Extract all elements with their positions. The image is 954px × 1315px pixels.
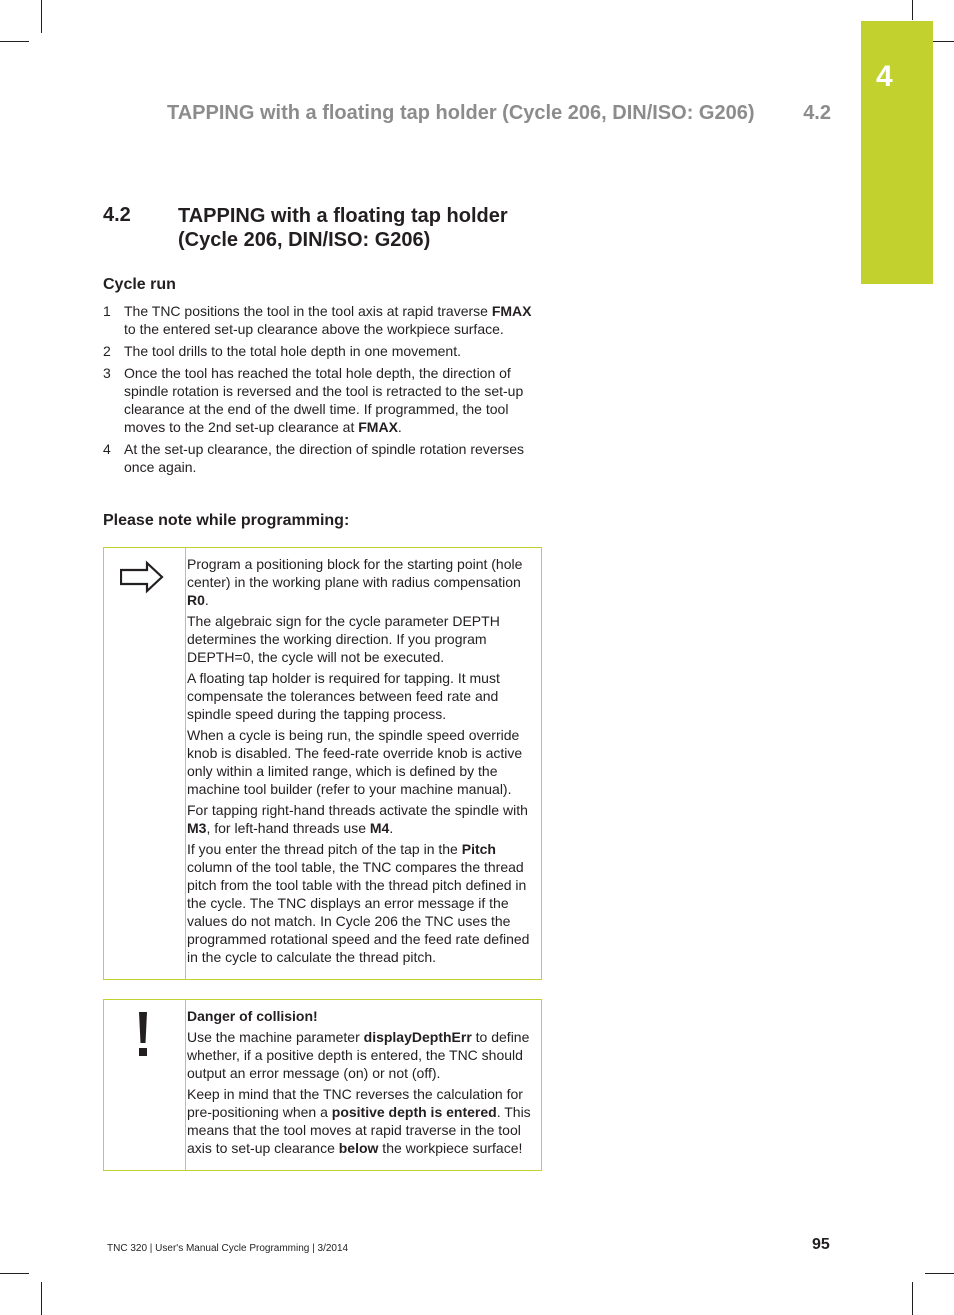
note-paragraph: Keep in mind that the TNC reverses the calculation for pre-positioning when a positive depth is entered. This means that the tool moves at rapid traverse in the tool axis to set-up clearance below the workpiece surface! [187, 1086, 531, 1156]
info-note-content [187, 548, 541, 979]
list-item [103, 440, 543, 476]
step-text: Once the tool has reached the total hole depth, the direction of spindle rotation is reversed and the tool is retracted to the set-up clearance at the end of the dwell time. If programmed, the tool moves to the 2nd set-up clearance at FMAX. [124, 365, 524, 435]
warning-title: Danger of collision! [187, 1008, 318, 1024]
footer-text: TNC 320 | User's Manual Cycle Programming | 3/2014 [107, 1243, 349, 1254]
chapter-tab [861, 21, 933, 284]
crop-mark [925, 1273, 954, 1274]
cycle-run-heading: Cycle run [103, 276, 176, 293]
page-number: 95 [812, 1236, 830, 1253]
section-number: 4.2 [103, 204, 131, 226]
note-paragraph: Program a positioning block for the starting point (hole center) in the working plane with radius compensation R0. [187, 556, 523, 608]
exclamation-icon [136, 1012, 150, 1058]
note-paragraph: A floating tap holder is required for tapping. It must compensate the tolerances between feed rate and spindle speed during the tapping process. [187, 670, 500, 722]
step-text: At the set-up clearance, the direction of spindle rotation reverses once again. [124, 441, 524, 475]
list-item [103, 364, 543, 436]
step-number: 1 [103, 303, 111, 319]
step-number: 3 [103, 365, 111, 381]
crop-mark [41, 0, 42, 33]
note-paragraph: For tapping right-hand threads activate the spindle with M3, for left-hand threads use M4. [187, 802, 528, 836]
running-head-section: 4.2 [803, 102, 831, 124]
crop-mark [41, 1282, 42, 1315]
section-title: TAPPING with a floating tap holder (Cycle 206, DIN/ISO: G206) [178, 205, 508, 251]
note-paragraph: When a cycle is being run, the spindle speed override knob is disabled. The feed-rate override knob is active only within a limited range, which is defined by the machine tool builder (refer to your machine manual). [187, 727, 523, 797]
crop-mark [0, 1273, 29, 1274]
step-text: The TNC positions the tool in the tool axis at rapid traverse FMAX to the entered set-up clearance above the workpiece surface. [124, 303, 532, 337]
note-paragraph: If you enter the thread pitch of the tap in the Pitch column of the tool table, the TNC compares the thread pitch from the tool table with the thread pitch defined in the cycle. The TNC displays an error message if the values do not match. In Cycle 206 the TNC uses the programmed rotational speed and the feed rate defined in the cycle to calculate the thread pitch. [187, 841, 530, 965]
running-head-title: TAPPING with a floating tap holder (Cycle 206, DIN/ISO: G206) [167, 102, 755, 124]
list-item [103, 342, 543, 360]
step-text: The tool drills to the total hole depth in one movement. [124, 343, 461, 359]
cycle-run-steps [103, 302, 543, 480]
arrow-right-icon [120, 560, 164, 594]
crop-mark [0, 41, 29, 42]
step-number: 4 [103, 441, 111, 457]
chapter-number: 4 [876, 60, 893, 93]
warning-note-box [103, 999, 542, 1171]
note-paragraph: Use the machine parameter displayDepthErr to define whether, if a positive depth is entered, the TNC should output an error message (on) or not (off). [187, 1029, 530, 1081]
note-paragraph: The algebraic sign for the cycle parameter DEPTH determines the working direction. If you program DEPTH=0, the cycle will not be executed. [187, 613, 500, 665]
note-divider [185, 1000, 186, 1170]
note-divider [185, 548, 186, 979]
crop-mark [912, 1282, 913, 1315]
crop-mark [912, 0, 913, 20]
notes-heading: Please note while programming: [103, 512, 350, 529]
warning-note-content [187, 1000, 541, 1170]
info-note-box [103, 547, 542, 980]
step-number: 2 [103, 343, 111, 359]
list-item [103, 302, 543, 338]
